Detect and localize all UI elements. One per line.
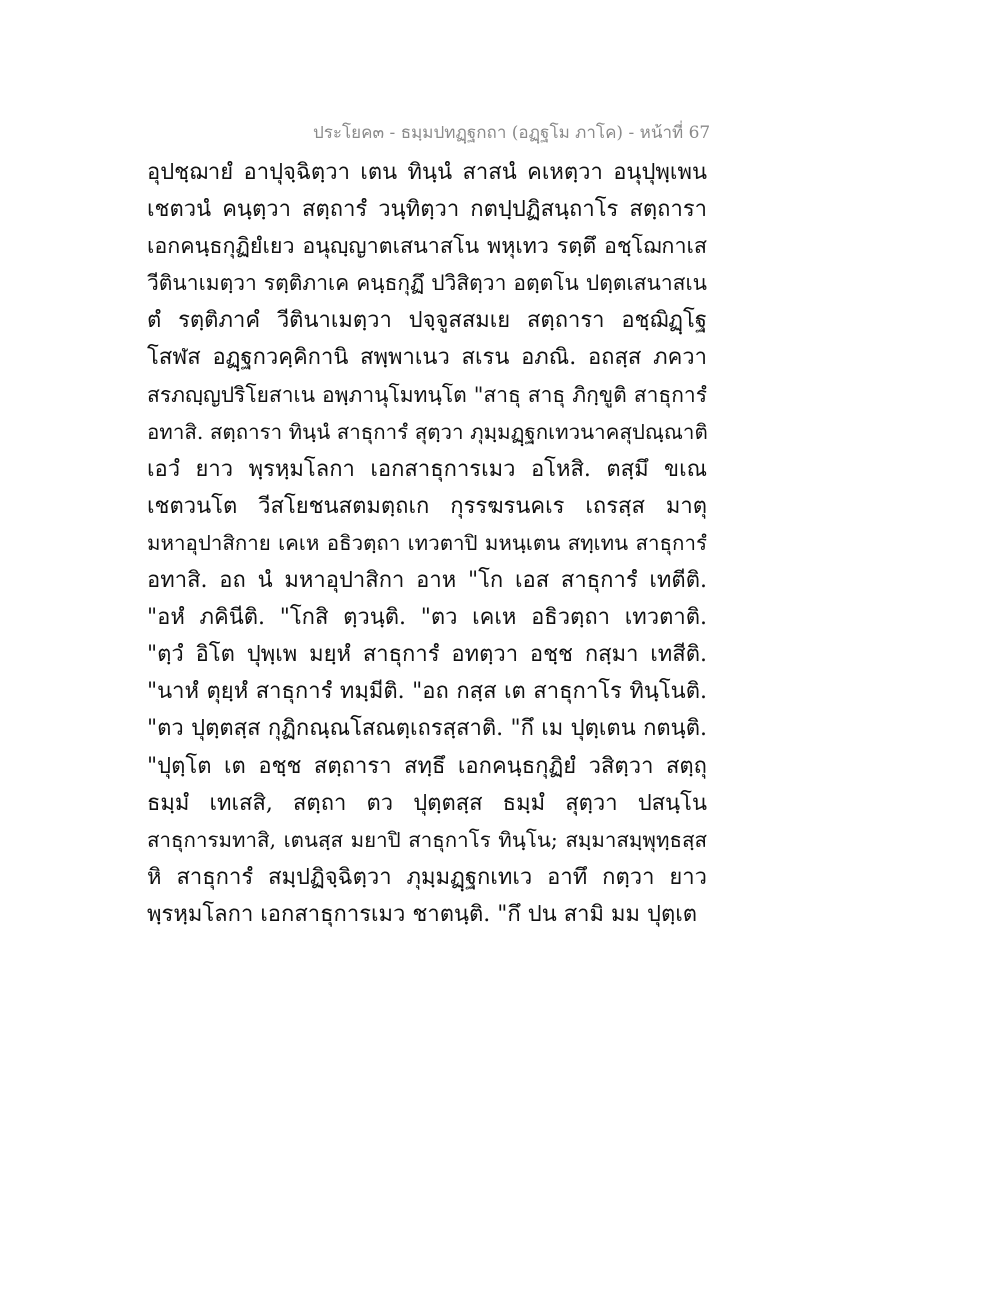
text-line: "ปุตฺโต เต อชฺช สตฺถารา สทฺธึ เอกคนฺธกุฏิยํ วสิตฺวา สตฺถุ <box>147 753 707 779</box>
text-line: วีตินาเมตฺวา รตฺติภาเค คนฺธกุฏึ ปวิสิตฺวา อตฺตโน ปตฺตเสนาสเน <box>147 271 707 296</box>
page-body <box>147 154 707 933</box>
running-title: ประโยค๓ - ธมฺมปทฏฺฐกถา (อฏฺฐโม ภาโค) - หน้าที่ 67 <box>313 123 711 143</box>
text-line: "ตฺวํ อิโต ปุพฺเพ มยฺหํ สาธุการํ อทตฺวา อชฺช กสฺมา เทสีติ. <box>147 642 707 668</box>
text-line: มหาอุปาสิกาย เคเห อธิวตฺถา เทวตาปิ มหนฺเตน สทฺเทน สาธุการํ <box>147 530 707 555</box>
text-line: สาธุการมทาสิ, เตนสฺส มยาปิ สาธุกาโร ทินฺโน; สมฺมาสมฺพุทฺธสฺส <box>147 827 707 852</box>
text-line: โสฬส อฏฺฐกวคฺคิกานิ สพฺพาเนว สเรน อภณิ. อถสฺส ภควา <box>147 345 707 371</box>
text-line: เชตวนํ คนฺตฺวา สตฺถารํ วนฺทิตฺวา กตปฺปฏิสนฺถาโร สตฺถารา <box>147 197 707 223</box>
text-line: อทาสิ. อถ นํ มหาอุปาสิกา อาห "โก เอส สาธุการํ เทตีติ. <box>147 568 707 594</box>
text-line: ตํ รตฺติภาคํ วีตินาเมตฺวา ปจฺจูสสมเย สตฺถารา อชฺฌิฏฺโฐ <box>147 308 707 334</box>
text-line: "ตว ปุตฺตสฺส กุฏิกณฺณโสณตฺเถรสฺสาติ. "กึ เม ปุตฺเตน กตนฺติ. <box>147 716 707 742</box>
text-line: หิ สาธุการํ สมฺปฏิจฺฉิตฺวา ภุมฺมฏฺฐกเทเว อาทึ กตฺวา ยาว <box>147 864 707 890</box>
running-header <box>0 120 1000 146</box>
text-line: อทาสิ. สตฺถารา ทินฺนํ สาธุการํ สุตฺวา ภุมฺมฏฺฐกเทวนาคสุปณฺณาติ <box>147 419 708 444</box>
text-line: เอวํ ยาว พฺรหฺมโลกา เอกสาธุการเมว อโหสิ. ตสฺมึ ขเณ <box>147 456 707 482</box>
text-line: เอกคนฺธกุฏิยํเยว อนุญฺญาตเสนาสโน พหุเทว รตฺตึ อชฺโฌกาเส <box>147 234 707 260</box>
text-line: เชตวนโต วีสโยชนสตมตฺถเก กุรรฆรนคเร เถรสฺส มาตุ <box>147 493 707 519</box>
text-line: ธมฺมํ เทเสสิ, สตฺถา ตว ปุตฺตสฺส ธมฺมํ สุตฺวา ปสนฺโน <box>147 790 707 816</box>
text-line: "อหํ ภคินีติ. "โกสิ ตฺวนฺติ. "ตว เคเห อธิวตฺถา เทวตาติ. <box>147 605 707 631</box>
text-line: พฺรหฺมโลกา เอกสาธุการเมว ชาตนฺติ. "กึ ปน สามิ มม ปุตฺเต <box>147 901 698 927</box>
text-line: สรภญฺญปริโยสาเน อพฺภานุโมทนฺโต "สาธุ สาธุ ภิกฺขูติ สาธุการํ <box>147 382 707 407</box>
text-line: "นาหํ ตุยฺหํ สาธุการํ ทมฺมีติ. "อถ กสฺส เต สาธุกาโร ทินฺโนติ. <box>147 679 707 705</box>
text-line: อุปชฺฌายํ อาปุจฺฉิตฺวา เตน ทินฺนํ สาสนํ คเหตฺวา อนุปุพฺเพน <box>147 160 707 185</box>
